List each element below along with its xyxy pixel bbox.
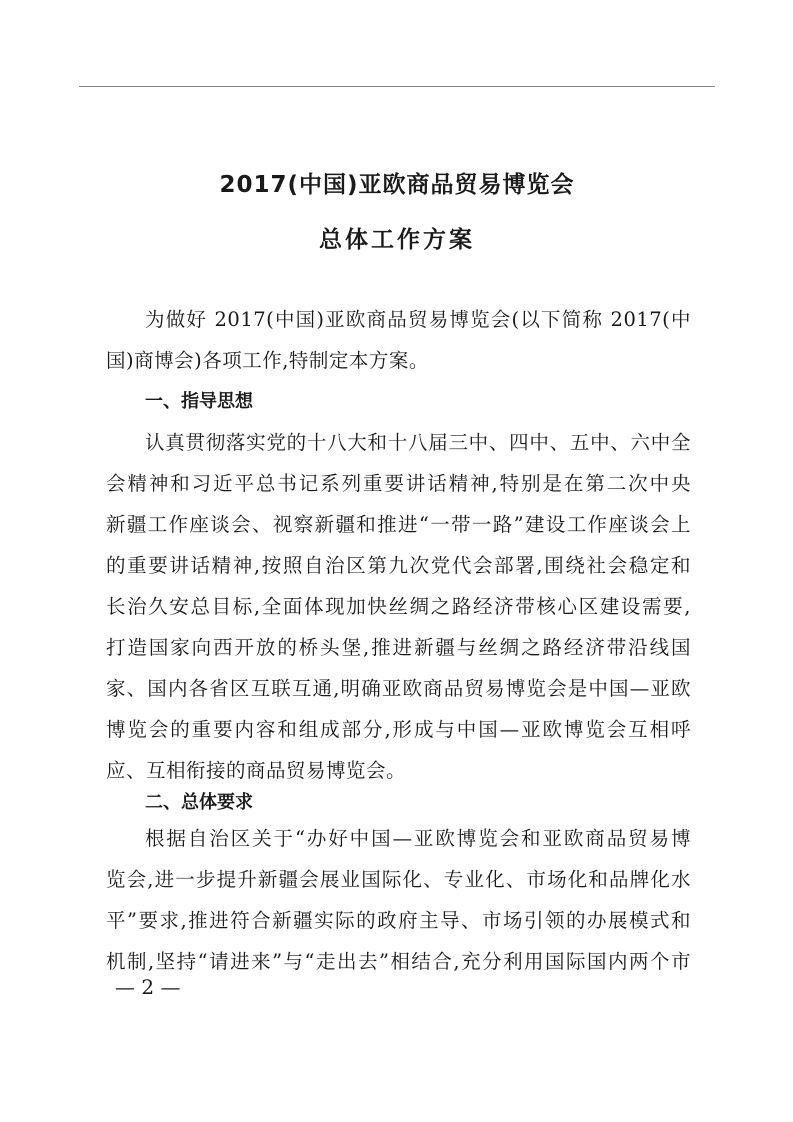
document-title: 2017(中国)亚欧商品贸易博览会 [219,172,575,198]
section1-paragraph [106,422,691,791]
paragraph-line: 览会,进一步提升新疆会展业国际化、专业化、市场化和品牌化水 [106,868,691,891]
header-rule [79,86,715,87]
paragraph-line: 平”要求,推进符合新疆实际的政府主导、市场引领的办展模式和 [106,909,691,932]
paragraph-line: 应、互相衔接的商品贸易博览会。 [106,759,407,782]
document-subtitle: 总体工作方案 [319,227,475,253]
paragraph-line: 机制,坚持“请进来”与“走出去”相结合,充分利用国际国内两个市 [106,950,691,973]
paragraph-line: 长治久安总目标,全面体现加快丝绸之路经济带核心区建设需要, [106,595,691,618]
paragraph-line: 为做好 2017(中国)亚欧商品贸易博览会(以下简称 2017(中 [145,308,691,331]
section-heading-overall-requirements: 二、总体要求 [145,792,253,813]
paragraph-line: 打造国家向西开放的桥头堡,推进新疆与丝绸之路经济带沿线国 [106,636,691,659]
paragraph-line: 新疆工作座谈会、视察新疆和推进“一带一路”建设工作座谈会上 [106,513,691,536]
section2-paragraph [106,818,691,982]
paragraph-line: 根据自治区关于“办好中国—亚欧博览会和亚欧商品贸易博 [145,827,691,850]
page-number: — 2 — [115,975,181,999]
paragraph-line: 的重要讲话精神,按照自治区第九次党代会部署,围绕社会稳定和 [106,554,691,577]
paragraph-line: 会精神和习近平总书记系列重要讲话精神,特别是在第二次中央 [106,472,691,495]
paragraph-line: 认真贯彻落实党的十八大和十八届三中、四中、五中、六中全 [145,431,691,454]
paragraph-line: 家、国内各省区互联互通,明确亚欧商品贸易博览会是中国—亚欧 [106,677,691,700]
intro-paragraph [106,299,691,381]
section-heading-guiding-ideology: 一、指导思想 [145,391,253,412]
paragraph-line: 博览会的重要内容和组成部分,形成与中国—亚欧博览会互相呼 [106,718,691,741]
paragraph-line: 国)商博会)各项工作,特制定本方案。 [106,349,429,372]
